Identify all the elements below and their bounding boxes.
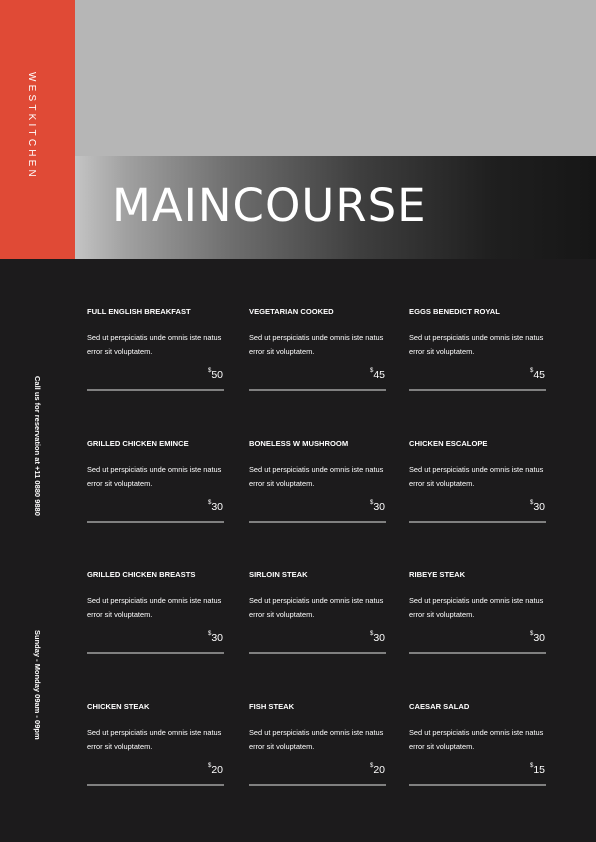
menu-item-name: SIRLOIN STEAK	[249, 570, 308, 579]
menu-item-description: Sed ut perspiciatis unde omnis iste natus error sit voluptatem.	[87, 596, 222, 619]
currency-symbol: $	[207, 368, 212, 374]
menu-item-divider	[409, 784, 546, 786]
menu-item-name: CHICKEN ESCALOPE	[409, 439, 488, 448]
price-value: 30	[211, 632, 223, 644]
menu-item-divider	[87, 389, 224, 391]
menu-item-divider	[87, 521, 224, 523]
price-value: 30	[373, 632, 385, 644]
menu-item-description: Sed ut perspiciatis unde omnis iste natus error sit voluptatem.	[249, 596, 384, 619]
menu-item-description: Sed ut perspiciatis unde omnis iste natus error sit voluptatem.	[409, 596, 544, 619]
menu-item-name: CAESAR SALAD	[409, 702, 470, 711]
menu-item-price	[370, 501, 385, 513]
page-title: MAINCOURSE	[112, 179, 427, 232]
price-value: 30	[533, 501, 545, 513]
currency-symbol: $	[369, 631, 374, 637]
currency-symbol: $	[529, 763, 534, 769]
menu-item-name: BONELESS W MUSHROOM	[249, 439, 349, 448]
menu-item-name: EGGS BENEDICT ROYAL	[409, 307, 500, 316]
opening-hours-text: Sunday - Monday 09am - 09pm	[33, 630, 42, 740]
price-value: 45	[373, 369, 385, 381]
menu-item-divider	[249, 652, 386, 654]
menu-item-price	[530, 632, 545, 644]
menu-item-description: Sed ut perspiciatis unde omnis iste natus error sit voluptatem.	[409, 465, 544, 488]
price-value: 30	[533, 632, 545, 644]
currency-symbol: $	[529, 631, 534, 637]
menu-item-name: CHICKEN STEAK	[87, 702, 150, 711]
price-value: 20	[211, 764, 223, 776]
menu-item-price	[208, 632, 223, 644]
currency-symbol: $	[207, 500, 212, 506]
brand-name: WESTKITCHEN	[26, 72, 37, 180]
menu-item-divider	[249, 389, 386, 391]
price-value: 15	[533, 764, 545, 776]
menu-item-name: VEGETARIAN COOKED	[249, 307, 334, 316]
menu-item-description: Sed ut perspiciatis unde omnis iste natus error sit voluptatem.	[87, 333, 222, 356]
menu-item-description: Sed ut perspiciatis unde omnis iste natus error sit voluptatem.	[87, 465, 222, 488]
menu-item-divider	[409, 652, 546, 654]
price-value: 45	[533, 369, 545, 381]
menu-item-price	[370, 632, 385, 644]
menu-item-divider	[87, 784, 224, 786]
price-value: 50	[211, 369, 223, 381]
menu-item-name: FULL ENGLISH BREAKFAST	[87, 307, 191, 316]
currency-symbol: $	[369, 368, 374, 374]
menu-item-description: Sed ut perspiciatis unde omnis iste natus error sit voluptatem.	[87, 728, 222, 751]
menu-item-divider	[409, 521, 546, 523]
header-top-band	[75, 0, 596, 156]
menu-item-price	[208, 369, 223, 381]
reservation-text: Call us for reservation at +11 0880 9880	[33, 376, 42, 516]
menu-item-description: Sed ut perspiciatis unde omnis iste natus error sit voluptatem.	[409, 728, 544, 751]
menu-item-description: Sed ut perspiciatis unde omnis iste natus error sit voluptatem.	[249, 465, 384, 488]
menu-item-price	[370, 369, 385, 381]
menu-item-price	[208, 764, 223, 776]
menu-item-divider	[249, 521, 386, 523]
menu-item-price	[208, 501, 223, 513]
brand-bar	[0, 0, 75, 259]
menu-item-price	[530, 369, 545, 381]
menu-item-name: GRILLED CHICKEN BREASTS	[87, 570, 196, 579]
currency-symbol: $	[207, 631, 212, 637]
menu-item-divider	[87, 652, 224, 654]
menu-item-name: RIBEYE STEAK	[409, 570, 466, 579]
menu-item-name: FISH STEAK	[249, 702, 295, 711]
menu-item-description: Sed ut perspiciatis unde omnis iste natus error sit voluptatem.	[409, 333, 544, 356]
menu-item-description: Sed ut perspiciatis unde omnis iste natus error sit voluptatem.	[249, 728, 384, 751]
menu-item-divider	[409, 389, 546, 391]
menu-item-price	[530, 501, 545, 513]
price-value: 30	[373, 501, 385, 513]
price-value: 30	[211, 501, 223, 513]
currency-symbol: $	[369, 763, 374, 769]
currency-symbol: $	[207, 763, 212, 769]
currency-symbol: $	[529, 368, 534, 374]
menu-item-divider	[249, 784, 386, 786]
menu-item-price	[530, 764, 545, 776]
menu-item-name: GRILLED CHICKEN EMINCE	[87, 439, 189, 448]
price-value: 20	[373, 764, 385, 776]
currency-symbol: $	[369, 500, 374, 506]
currency-symbol: $	[529, 500, 534, 506]
menu-item-description: Sed ut perspiciatis unde omnis iste natus error sit voluptatem.	[249, 333, 384, 356]
menu-item-price	[370, 764, 385, 776]
